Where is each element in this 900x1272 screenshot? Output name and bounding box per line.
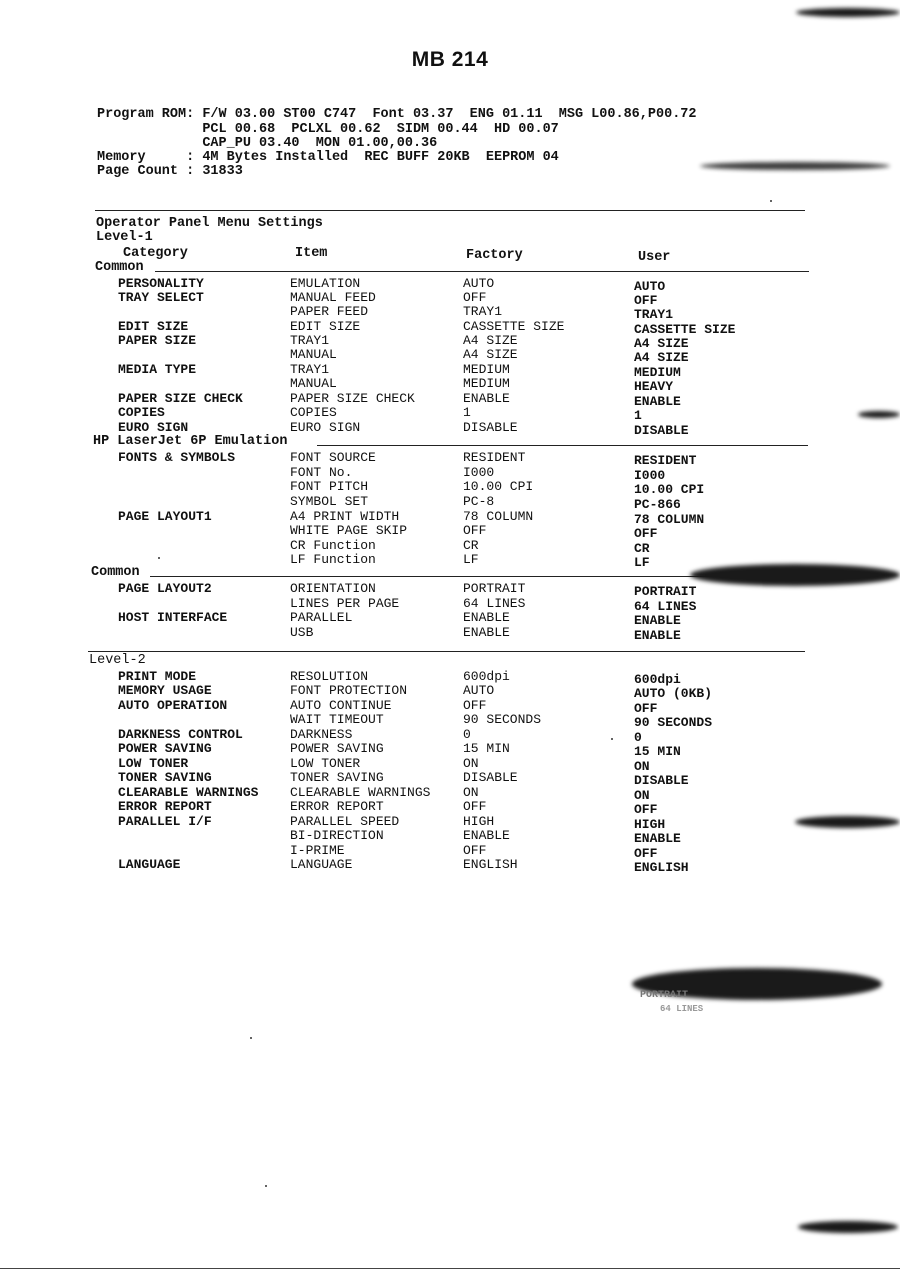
item-cell: ERROR REPORT bbox=[290, 799, 384, 814]
item-cell: MANUAL FEED bbox=[290, 290, 376, 305]
factory-value-cell: 90 SECONDS bbox=[463, 712, 542, 727]
section-hp-emulation: HP LaserJet 6P Emulation bbox=[93, 434, 288, 449]
factory-value-cell: OFF bbox=[463, 523, 487, 538]
user-value-cell: AUTO (0KB) bbox=[634, 686, 713, 701]
item-cell: PARALLEL bbox=[290, 610, 353, 625]
user-value-cell: ON bbox=[634, 788, 650, 803]
item-cell: EURO SIGN bbox=[290, 420, 361, 435]
page-count-line: Page Count : 31833 bbox=[97, 164, 243, 179]
factory-value-cell: PC-8 bbox=[463, 494, 495, 509]
section-rule-hp-emulation bbox=[317, 445, 808, 446]
category-cell: EURO SIGN bbox=[118, 420, 189, 435]
user-value-cell: PORTRAIT bbox=[634, 584, 697, 599]
factory-value-cell: OFF bbox=[463, 698, 487, 713]
user-value-cell: LF bbox=[634, 555, 650, 570]
user-value-cell: RESIDENT bbox=[634, 453, 697, 468]
item-cell: DARKNESS bbox=[290, 727, 353, 742]
user-value-cell: CASSETTE SIZE bbox=[634, 322, 736, 337]
table-row bbox=[0, 727, 900, 745]
section-common-2: Common bbox=[91, 565, 140, 580]
table-row bbox=[0, 814, 900, 832]
table-row bbox=[0, 494, 900, 512]
scan-smudge bbox=[795, 816, 900, 828]
item-cell: WHITE PAGE SKIP bbox=[290, 523, 408, 538]
scan-speck bbox=[250, 1037, 252, 1039]
category-cell: FONTS & SYMBOLS bbox=[118, 450, 236, 465]
item-cell: CR Function bbox=[290, 538, 376, 553]
factory-value-cell: ON bbox=[463, 785, 479, 800]
item-cell: USB bbox=[290, 625, 314, 640]
item-cell: SYMBOL SET bbox=[290, 494, 369, 509]
table-row bbox=[0, 756, 900, 774]
user-value-cell: 78 COLUMN bbox=[634, 512, 705, 527]
table-row bbox=[0, 333, 900, 351]
user-value-cell: HIGH bbox=[634, 817, 666, 832]
table-row bbox=[0, 843, 900, 861]
section-level2: Level-2 bbox=[89, 653, 146, 668]
item-cell: CLEARABLE WARNINGS bbox=[290, 785, 431, 800]
category-cell: PERSONALITY bbox=[118, 276, 204, 291]
item-cell: FONT PITCH bbox=[290, 479, 369, 494]
table-row bbox=[0, 625, 900, 643]
scan-speck bbox=[158, 557, 160, 559]
table-row bbox=[0, 785, 900, 803]
table-row bbox=[0, 376, 900, 394]
item-cell: TRAY1 bbox=[290, 333, 330, 348]
table-row bbox=[0, 405, 900, 423]
level1-label: Level-1 bbox=[96, 230, 153, 245]
table-row bbox=[0, 276, 900, 294]
table-row bbox=[0, 362, 900, 380]
factory-value-cell: ENGLISH bbox=[463, 857, 518, 872]
factory-value-cell: 15 MIN bbox=[463, 741, 510, 756]
item-cell: POWER SAVING bbox=[290, 741, 384, 756]
factory-value-cell: LF bbox=[463, 552, 479, 567]
table-row bbox=[0, 538, 900, 556]
menu-title: Operator Panel Menu Settings bbox=[96, 216, 323, 231]
factory-value-cell: MEDIUM bbox=[463, 362, 510, 377]
category-cell: PARALLEL I/F bbox=[118, 814, 212, 829]
category-cell: AUTO OPERATION bbox=[118, 698, 228, 713]
user-value-cell: MEDIUM bbox=[634, 365, 681, 380]
table-row bbox=[0, 304, 900, 322]
user-value-cell: ENABLE bbox=[634, 394, 681, 409]
factory-column-header: Factory bbox=[466, 248, 523, 263]
factory-value-cell: RESIDENT bbox=[463, 450, 526, 465]
user-value-cell: AUTO bbox=[634, 279, 666, 294]
item-cell: A4 PRINT WIDTH bbox=[290, 509, 400, 524]
item-cell: RESOLUTION bbox=[290, 669, 369, 684]
factory-value-cell: ENABLE bbox=[463, 828, 510, 843]
item-cell: LANGUAGE bbox=[290, 857, 353, 872]
item-cell: I-PRIME bbox=[290, 843, 345, 858]
factory-value-cell: HIGH bbox=[463, 814, 495, 829]
factory-value-cell: ENABLE bbox=[463, 625, 510, 640]
pcl-version-line: PCL 00.68 PCLXL 00.62 SIDM 00.44 HD 00.07 bbox=[97, 122, 559, 137]
scan-speck bbox=[611, 738, 613, 740]
table-row bbox=[0, 683, 900, 701]
user-value-cell: TRAY1 bbox=[634, 307, 674, 322]
category-cell: PAPER SIZE bbox=[118, 333, 197, 348]
item-cell: PAPER SIZE CHECK bbox=[290, 391, 415, 406]
section-common-1: Common bbox=[95, 260, 144, 275]
user-value-cell: A4 SIZE bbox=[634, 336, 689, 351]
scan-smudge bbox=[700, 162, 890, 170]
item-cell: COPIES bbox=[290, 405, 337, 420]
memory-line: Memory : 4M Bytes Installed REC BUFF 20KB EEPROM 04 bbox=[97, 150, 559, 165]
category-cell: COPIES bbox=[118, 405, 165, 420]
factory-value-cell: 78 COLUMN bbox=[463, 509, 534, 524]
item-cell: TRAY1 bbox=[290, 362, 330, 377]
factory-value-cell: OFF bbox=[463, 843, 487, 858]
factory-value-cell: ON bbox=[463, 756, 479, 771]
table-row bbox=[0, 770, 900, 788]
factory-value-cell: 1 bbox=[463, 405, 471, 420]
category-cell: LANGUAGE bbox=[118, 857, 181, 872]
user-value-cell: 0 bbox=[634, 730, 642, 745]
user-value-cell: 64 LINES bbox=[634, 599, 697, 614]
table-row bbox=[0, 669, 900, 687]
user-column-header: User bbox=[638, 250, 671, 265]
item-column-header: Item bbox=[295, 246, 328, 261]
factory-value-cell: ENABLE bbox=[463, 391, 510, 406]
document-title: MB 214 bbox=[411, 48, 489, 71]
factory-value-cell: OFF bbox=[463, 799, 487, 814]
user-value-cell: PC-866 bbox=[634, 497, 681, 512]
table-row bbox=[0, 450, 900, 468]
factory-value-cell: ENABLE bbox=[463, 610, 510, 625]
category-column-header: Category bbox=[123, 246, 188, 261]
table-row bbox=[0, 465, 900, 483]
factory-value-cell: A4 SIZE bbox=[463, 347, 518, 362]
category-cell: PAPER SIZE CHECK bbox=[118, 391, 243, 406]
user-value-cell: DISABLE bbox=[634, 773, 689, 788]
table-row bbox=[0, 857, 900, 875]
factory-value-cell: CR bbox=[463, 538, 479, 553]
table-row bbox=[0, 420, 900, 438]
user-value-cell: A4 SIZE bbox=[634, 350, 689, 365]
user-value-cell: HEAVY bbox=[634, 379, 674, 394]
user-value-cell: ENABLE bbox=[634, 628, 681, 643]
category-cell: TRAY SELECT bbox=[118, 290, 204, 305]
item-cell: MANUAL bbox=[290, 376, 337, 391]
category-cell: TONER SAVING bbox=[118, 770, 212, 785]
item-cell: EMULATION bbox=[290, 276, 361, 291]
scan-smudge bbox=[858, 411, 900, 418]
factory-value-cell: 0 bbox=[463, 727, 471, 742]
factory-value-cell: CASSETTE SIZE bbox=[463, 319, 565, 334]
category-cell: ERROR REPORT bbox=[118, 799, 212, 814]
user-value-cell: OFF bbox=[634, 293, 658, 308]
factory-value-cell: AUTO bbox=[463, 683, 495, 698]
item-cell: EDIT SIZE bbox=[290, 319, 361, 334]
category-cell: PRINT MODE bbox=[118, 669, 197, 684]
user-value-cell: ENGLISH bbox=[634, 860, 689, 875]
scan-smudge bbox=[690, 564, 900, 586]
user-value-cell: OFF bbox=[634, 701, 658, 716]
scan-speck bbox=[770, 200, 772, 202]
factory-value-cell: DISABLE bbox=[463, 770, 518, 785]
table-row bbox=[0, 523, 900, 541]
table-row bbox=[0, 347, 900, 365]
user-value-cell: OFF bbox=[634, 846, 658, 861]
user-value-cell: ON bbox=[634, 759, 650, 774]
category-cell: MEMORY USAGE bbox=[118, 683, 212, 698]
factory-value-cell: DISABLE bbox=[463, 420, 518, 435]
user-value-cell: OFF bbox=[634, 526, 658, 541]
factory-value-cell: A4 SIZE bbox=[463, 333, 518, 348]
item-cell: LF Function bbox=[290, 552, 376, 567]
table-row bbox=[0, 828, 900, 846]
table-row bbox=[0, 290, 900, 308]
item-cell: WAIT TIMEOUT bbox=[290, 712, 384, 727]
factory-value-cell: 64 LINES bbox=[463, 596, 526, 611]
item-cell: BI-DIRECTION bbox=[290, 828, 384, 843]
factory-value-cell: OFF bbox=[463, 290, 487, 305]
factory-value-cell: TRAY1 bbox=[463, 304, 503, 319]
user-value-cell: 10.00 CPI bbox=[634, 482, 705, 497]
table-row bbox=[0, 596, 900, 614]
scan-speck bbox=[265, 1185, 267, 1187]
user-value-cell: I000 bbox=[634, 468, 666, 483]
item-cell: FONT SOURCE bbox=[290, 450, 376, 465]
user-value-cell: 600dpi bbox=[634, 672, 681, 687]
user-value-cell: 90 SECONDS bbox=[634, 715, 713, 730]
table-row bbox=[0, 799, 900, 817]
item-cell: LINES PER PAGE bbox=[290, 596, 400, 611]
user-value-cell: DISABLE bbox=[634, 423, 689, 438]
item-cell: TONER SAVING bbox=[290, 770, 384, 785]
table-row bbox=[0, 712, 900, 730]
factory-value-cell: 10.00 CPI bbox=[463, 479, 534, 494]
table-row bbox=[0, 509, 900, 527]
bleed-through-text-2: 64 LINES bbox=[660, 1004, 704, 1014]
user-value-cell: 15 MIN bbox=[634, 744, 681, 759]
category-cell: PAGE LAYOUT2 bbox=[118, 581, 212, 596]
user-value-cell: ENABLE bbox=[634, 831, 681, 846]
scan-smudge bbox=[798, 1221, 898, 1233]
page-bottom-edge bbox=[0, 1268, 900, 1269]
category-cell: LOW TONER bbox=[118, 756, 189, 771]
category-cell: CLEARABLE WARNINGS bbox=[118, 785, 259, 800]
factory-value-cell: AUTO bbox=[463, 276, 495, 291]
user-value-cell: CR bbox=[634, 541, 650, 556]
item-cell: PARALLEL SPEED bbox=[290, 814, 400, 829]
category-cell: MEDIA TYPE bbox=[118, 362, 197, 377]
program-rom-line: Program ROM: F/W 03.00 ST00 C747 Font 03.37 ENG 01.11 MSG L00.86,P00.72 bbox=[97, 107, 697, 122]
scan-smudge bbox=[796, 8, 900, 17]
table-row bbox=[0, 610, 900, 628]
item-cell: AUTO CONTINUE bbox=[290, 698, 392, 713]
table-row bbox=[0, 698, 900, 716]
table-row bbox=[0, 319, 900, 337]
item-cell: PAPER FEED bbox=[290, 304, 369, 319]
item-cell: LOW TONER bbox=[290, 756, 361, 771]
factory-value-cell: MEDIUM bbox=[463, 376, 510, 391]
category-cell: POWER SAVING bbox=[118, 741, 212, 756]
item-cell: MANUAL bbox=[290, 347, 337, 362]
user-value-cell: 1 bbox=[634, 408, 642, 423]
category-cell: HOST INTERFACE bbox=[118, 610, 228, 625]
item-cell: FONT PROTECTION bbox=[290, 683, 408, 698]
factory-value-cell: I000 bbox=[463, 465, 495, 480]
user-value-cell: ENABLE bbox=[634, 613, 681, 628]
table-row bbox=[0, 741, 900, 759]
header-divider bbox=[95, 210, 805, 211]
category-cell: PAGE LAYOUT1 bbox=[118, 509, 212, 524]
table-row bbox=[0, 391, 900, 409]
item-cell: FONT No. bbox=[290, 465, 353, 480]
item-cell: ORIENTATION bbox=[290, 581, 376, 596]
factory-value-cell: 600dpi bbox=[463, 669, 510, 684]
table-row bbox=[0, 479, 900, 497]
category-cell: EDIT SIZE bbox=[118, 319, 189, 334]
bleed-through-text-1: PORTRAIT bbox=[640, 990, 689, 1001]
cap-version-line: CAP_PU 03.40 MON 01.00,00.36 bbox=[97, 136, 438, 151]
factory-value-cell: PORTRAIT bbox=[463, 581, 526, 596]
level2-divider bbox=[88, 651, 805, 652]
section-rule-common-1 bbox=[155, 271, 809, 272]
category-cell: DARKNESS CONTROL bbox=[118, 727, 243, 742]
user-value-cell: OFF bbox=[634, 802, 658, 817]
